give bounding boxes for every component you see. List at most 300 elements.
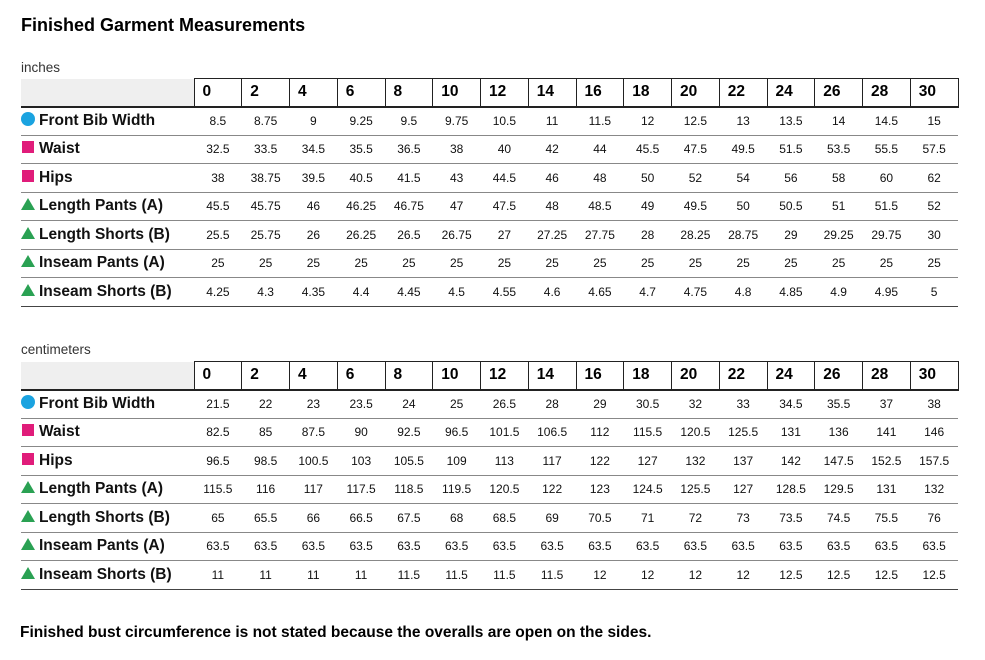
size-header-cell: 26 [815, 362, 863, 390]
value-cell: 4.75 [672, 278, 720, 307]
value-cell: 109 [433, 447, 481, 476]
value-cell: 115.5 [624, 418, 672, 447]
value-cell: 63.5 [576, 532, 624, 561]
value-cell: 63.5 [194, 532, 242, 561]
value-cell: 44 [576, 135, 624, 164]
value-cell: 55.5 [863, 135, 911, 164]
value-cell: 11 [290, 561, 338, 590]
value-cell: 66.5 [337, 504, 385, 533]
value-cell: 25.5 [194, 221, 242, 250]
value-cell: 32 [672, 390, 720, 419]
circle-marker-icon [21, 112, 35, 126]
value-cell: 38 [194, 164, 242, 193]
value-cell: 11.5 [576, 107, 624, 136]
value-cell: 50.5 [767, 192, 815, 221]
value-cell: 65 [194, 504, 242, 533]
value-cell: 52 [672, 164, 720, 193]
size-header-cell: 10 [433, 79, 481, 107]
header-corner-cell [21, 79, 194, 107]
value-cell: 56 [767, 164, 815, 193]
value-cell: 63.5 [433, 532, 481, 561]
value-cell: 12.5 [815, 561, 863, 590]
size-header-cell: 28 [863, 79, 911, 107]
value-cell: 63.5 [863, 532, 911, 561]
size-header-row [21, 362, 958, 390]
value-cell: 146 [910, 418, 958, 447]
value-cell: 123 [576, 475, 624, 504]
size-header-cell: 6 [337, 79, 385, 107]
value-cell: 27.25 [528, 221, 576, 250]
value-cell: 52 [910, 192, 958, 221]
table-row [21, 532, 958, 561]
value-cell: 4.3 [242, 278, 290, 307]
value-cell: 47.5 [481, 192, 529, 221]
size-header-cell: 20 [672, 362, 720, 390]
table-row [21, 447, 958, 476]
value-cell: 45.5 [624, 135, 672, 164]
value-cell: 63.5 [624, 532, 672, 561]
value-cell: 11.5 [433, 561, 481, 590]
value-cell: 112 [576, 418, 624, 447]
value-cell: 12.5 [910, 561, 958, 590]
value-cell: 68 [433, 504, 481, 533]
value-cell: 120.5 [481, 475, 529, 504]
value-cell: 57.5 [910, 135, 958, 164]
measurements-table-inches [21, 78, 959, 307]
value-cell: 39.5 [290, 164, 338, 193]
value-cell: 8.5 [194, 107, 242, 136]
value-cell: 9 [290, 107, 338, 136]
row-label: Hips [39, 168, 73, 186]
row-label-cell [21, 221, 194, 250]
value-cell: 48 [576, 164, 624, 193]
value-cell: 11 [194, 561, 242, 590]
value-cell: 29.25 [815, 221, 863, 250]
value-cell: 72 [672, 504, 720, 533]
circle-marker-icon [21, 395, 35, 409]
value-cell: 38 [433, 135, 481, 164]
value-cell: 122 [576, 447, 624, 476]
row-label-cell [21, 561, 194, 590]
value-cell: 12 [719, 561, 767, 590]
value-cell: 137 [719, 447, 767, 476]
size-header-cell: 16 [576, 362, 624, 390]
size-header-cell: 2 [242, 362, 290, 390]
value-cell: 9.25 [337, 107, 385, 136]
value-cell: 34.5 [290, 135, 338, 164]
value-cell: 50 [719, 192, 767, 221]
value-cell: 25 [433, 249, 481, 278]
value-cell: 46 [528, 164, 576, 193]
value-cell: 22 [242, 390, 290, 419]
unit-label-centimeters: centimeters [21, 342, 91, 357]
value-cell: 29.75 [863, 221, 911, 250]
value-cell: 106.5 [528, 418, 576, 447]
value-cell: 11.5 [385, 561, 433, 590]
value-cell: 4.7 [624, 278, 672, 307]
row-label: Waist [39, 140, 80, 158]
row-label-cell [21, 278, 194, 307]
size-header-cell: 24 [767, 362, 815, 390]
value-cell: 128.5 [767, 475, 815, 504]
row-label: Hips [39, 451, 73, 469]
value-cell: 48.5 [576, 192, 624, 221]
size-header-cell: 12 [481, 79, 529, 107]
value-cell: 51.5 [863, 192, 911, 221]
value-cell: 125.5 [672, 475, 720, 504]
value-cell: 47 [433, 192, 481, 221]
value-cell: 4.45 [385, 278, 433, 307]
row-label-cell [21, 390, 194, 419]
row-label: Waist [39, 423, 80, 441]
value-cell: 28.25 [672, 221, 720, 250]
value-cell: 50 [624, 164, 672, 193]
value-cell: 25.75 [242, 221, 290, 250]
square-marker-icon [22, 170, 34, 182]
value-cell: 28 [624, 221, 672, 250]
value-cell: 25 [910, 249, 958, 278]
table-row [21, 164, 958, 193]
row-label: Length Shorts (B) [39, 225, 170, 243]
table-row [21, 192, 958, 221]
value-cell: 38.75 [242, 164, 290, 193]
value-cell: 141 [863, 418, 911, 447]
value-cell: 66 [290, 504, 338, 533]
size-header-row [21, 79, 958, 107]
size-header-cell: 14 [528, 79, 576, 107]
value-cell: 26.5 [481, 390, 529, 419]
triangle-marker-icon [21, 227, 35, 239]
value-cell: 38 [910, 390, 958, 419]
square-marker-icon [22, 141, 34, 153]
value-cell: 49.5 [719, 135, 767, 164]
value-cell: 4.9 [815, 278, 863, 307]
table-row [21, 221, 958, 250]
table-row [21, 278, 958, 307]
value-cell: 4.65 [576, 278, 624, 307]
value-cell: 62 [910, 164, 958, 193]
size-header-cell: 0 [194, 79, 242, 107]
value-cell: 12 [576, 561, 624, 590]
value-cell: 30 [910, 221, 958, 250]
footnote: Finished bust circumference is not stated because the overalls are open on the sides. [20, 624, 652, 641]
value-cell: 92.5 [385, 418, 433, 447]
value-cell: 48 [528, 192, 576, 221]
value-cell: 73 [719, 504, 767, 533]
value-cell: 96.5 [433, 418, 481, 447]
value-cell: 12 [672, 561, 720, 590]
value-cell: 5 [910, 278, 958, 307]
value-cell: 41.5 [385, 164, 433, 193]
row-label: Inseam Pants (A) [39, 537, 165, 555]
value-cell: 25 [624, 249, 672, 278]
row-label: Length Pants (A) [39, 197, 163, 215]
value-cell: 129.5 [815, 475, 863, 504]
value-cell: 63.5 [385, 532, 433, 561]
table-row [21, 249, 958, 278]
value-cell: 98.5 [242, 447, 290, 476]
size-header-cell: 10 [433, 362, 481, 390]
value-cell: 4.4 [337, 278, 385, 307]
value-cell: 63.5 [481, 532, 529, 561]
size-header-cell: 22 [719, 362, 767, 390]
value-cell: 42 [528, 135, 576, 164]
measurements-table-centimeters [21, 361, 959, 590]
value-cell: 101.5 [481, 418, 529, 447]
value-cell: 45.75 [242, 192, 290, 221]
table-row [21, 418, 958, 447]
value-cell: 119.5 [433, 475, 481, 504]
value-cell: 63.5 [242, 532, 290, 561]
value-cell: 49 [624, 192, 672, 221]
value-cell: 124.5 [624, 475, 672, 504]
triangle-marker-icon [21, 284, 35, 296]
value-cell: 122 [528, 475, 576, 504]
value-cell: 76 [910, 504, 958, 533]
value-cell: 142 [767, 447, 815, 476]
value-cell: 71 [624, 504, 672, 533]
size-header-cell: 22 [719, 79, 767, 107]
row-label: Front Bib Width [39, 395, 156, 412]
value-cell: 11 [242, 561, 290, 590]
value-cell: 25 [719, 249, 767, 278]
size-header-cell: 16 [576, 79, 624, 107]
value-cell: 46.25 [337, 192, 385, 221]
value-cell: 100.5 [290, 447, 338, 476]
value-cell: 23.5 [337, 390, 385, 419]
value-cell: 120.5 [672, 418, 720, 447]
row-label-cell [21, 164, 194, 193]
value-cell: 87.5 [290, 418, 338, 447]
value-cell: 11 [337, 561, 385, 590]
size-header-cell: 8 [385, 362, 433, 390]
table-row [21, 475, 958, 504]
value-cell: 25 [433, 390, 481, 419]
value-cell: 4.25 [194, 278, 242, 307]
row-label-cell [21, 504, 194, 533]
table-row [21, 135, 958, 164]
row-label: Length Shorts (B) [39, 508, 170, 526]
value-cell: 117 [290, 475, 338, 504]
value-cell: 11.5 [481, 561, 529, 590]
value-cell: 40.5 [337, 164, 385, 193]
value-cell: 25 [815, 249, 863, 278]
size-header-cell: 4 [290, 362, 338, 390]
value-cell: 25 [481, 249, 529, 278]
row-label-cell [21, 418, 194, 447]
value-cell: 12 [624, 561, 672, 590]
value-cell: 51 [815, 192, 863, 221]
value-cell: 28.75 [719, 221, 767, 250]
value-cell: 4.55 [481, 278, 529, 307]
header-corner-cell [21, 362, 194, 390]
size-header-cell: 26 [815, 79, 863, 107]
value-cell: 117.5 [337, 475, 385, 504]
value-cell: 68.5 [481, 504, 529, 533]
value-cell: 103 [337, 447, 385, 476]
row-label: Inseam Pants (A) [39, 254, 165, 272]
value-cell: 117 [528, 447, 576, 476]
value-cell: 63.5 [337, 532, 385, 561]
size-header-cell: 6 [337, 362, 385, 390]
value-cell: 37 [863, 390, 911, 419]
value-cell: 4.8 [719, 278, 767, 307]
value-cell: 11.5 [528, 561, 576, 590]
size-header-cell: 2 [242, 79, 290, 107]
value-cell: 29 [576, 390, 624, 419]
row-label-cell [21, 107, 194, 136]
value-cell: 32.5 [194, 135, 242, 164]
value-cell: 63.5 [290, 532, 338, 561]
value-cell: 40 [481, 135, 529, 164]
value-cell: 12 [624, 107, 672, 136]
value-cell: 25 [242, 249, 290, 278]
value-cell: 54 [719, 164, 767, 193]
value-cell: 27.75 [576, 221, 624, 250]
value-cell: 26.5 [385, 221, 433, 250]
value-cell: 147.5 [815, 447, 863, 476]
triangle-marker-icon [21, 198, 35, 210]
value-cell: 33.5 [242, 135, 290, 164]
row-label: Inseam Shorts (B) [39, 282, 172, 300]
value-cell: 136 [815, 418, 863, 447]
triangle-marker-icon [21, 567, 35, 579]
value-cell: 82.5 [194, 418, 242, 447]
unit-label-inches: inches [21, 60, 61, 75]
value-cell: 63.5 [528, 532, 576, 561]
value-cell: 14 [815, 107, 863, 136]
row-label-cell [21, 249, 194, 278]
value-cell: 12.5 [672, 107, 720, 136]
value-cell: 46.75 [385, 192, 433, 221]
row-label-cell [21, 532, 194, 561]
square-marker-icon [22, 424, 34, 436]
value-cell: 25 [337, 249, 385, 278]
value-cell: 75.5 [863, 504, 911, 533]
size-header-cell: 0 [194, 362, 242, 390]
value-cell: 4.5 [433, 278, 481, 307]
row-label-cell [21, 447, 194, 476]
value-cell: 63.5 [672, 532, 720, 561]
value-cell: 85 [242, 418, 290, 447]
value-cell: 116 [242, 475, 290, 504]
value-cell: 65.5 [242, 504, 290, 533]
value-cell: 13 [719, 107, 767, 136]
value-cell: 25 [194, 249, 242, 278]
value-cell: 132 [910, 475, 958, 504]
table-row [21, 390, 958, 419]
value-cell: 115.5 [194, 475, 242, 504]
triangle-marker-icon [21, 538, 35, 550]
value-cell: 63.5 [767, 532, 815, 561]
value-cell: 96.5 [194, 447, 242, 476]
value-cell: 8.75 [242, 107, 290, 136]
table-row [21, 561, 958, 590]
value-cell: 15 [910, 107, 958, 136]
square-marker-icon [22, 453, 34, 465]
row-label: Front Bib Width [39, 112, 156, 129]
triangle-marker-icon [21, 510, 35, 522]
size-header-cell: 4 [290, 79, 338, 107]
value-cell: 113 [481, 447, 529, 476]
value-cell: 28 [528, 390, 576, 419]
value-cell: 105.5 [385, 447, 433, 476]
size-header-cell: 20 [672, 79, 720, 107]
value-cell: 25 [672, 249, 720, 278]
table-row [21, 107, 958, 136]
value-cell: 4.35 [290, 278, 338, 307]
value-cell: 63.5 [719, 532, 767, 561]
triangle-marker-icon [21, 481, 35, 493]
value-cell: 118.5 [385, 475, 433, 504]
value-cell: 9.5 [385, 107, 433, 136]
value-cell: 74.5 [815, 504, 863, 533]
value-cell: 34.5 [767, 390, 815, 419]
value-cell: 51.5 [767, 135, 815, 164]
value-cell: 63.5 [815, 532, 863, 561]
value-cell: 12.5 [863, 561, 911, 590]
value-cell: 4.85 [767, 278, 815, 307]
value-cell: 58 [815, 164, 863, 193]
value-cell: 14.5 [863, 107, 911, 136]
value-cell: 25 [290, 249, 338, 278]
table-row [21, 504, 958, 533]
value-cell: 25 [576, 249, 624, 278]
value-cell: 152.5 [863, 447, 911, 476]
value-cell: 29 [767, 221, 815, 250]
value-cell: 35.5 [337, 135, 385, 164]
value-cell: 43 [433, 164, 481, 193]
size-header-cell: 8 [385, 79, 433, 107]
value-cell: 26.75 [433, 221, 481, 250]
value-cell: 131 [767, 418, 815, 447]
row-label-cell [21, 475, 194, 504]
value-cell: 70.5 [576, 504, 624, 533]
value-cell: 10.5 [481, 107, 529, 136]
value-cell: 25 [767, 249, 815, 278]
value-cell: 30.5 [624, 390, 672, 419]
value-cell: 46 [290, 192, 338, 221]
value-cell: 25 [385, 249, 433, 278]
value-cell: 23 [290, 390, 338, 419]
value-cell: 67.5 [385, 504, 433, 533]
value-cell: 60 [863, 164, 911, 193]
size-header-cell: 30 [910, 362, 958, 390]
row-label-cell [21, 135, 194, 164]
size-header-cell: 18 [624, 79, 672, 107]
value-cell: 127 [719, 475, 767, 504]
size-header-cell: 12 [481, 362, 529, 390]
value-cell: 131 [863, 475, 911, 504]
value-cell: 73.5 [767, 504, 815, 533]
value-cell: 127 [624, 447, 672, 476]
value-cell: 9.75 [433, 107, 481, 136]
size-header-cell: 14 [528, 362, 576, 390]
value-cell: 33 [719, 390, 767, 419]
value-cell: 45.5 [194, 192, 242, 221]
value-cell: 157.5 [910, 447, 958, 476]
value-cell: 47.5 [672, 135, 720, 164]
value-cell: 44.5 [481, 164, 529, 193]
size-header-cell: 24 [767, 79, 815, 107]
value-cell: 90 [337, 418, 385, 447]
size-header-cell: 18 [624, 362, 672, 390]
value-cell: 25 [863, 249, 911, 278]
value-cell: 27 [481, 221, 529, 250]
value-cell: 35.5 [815, 390, 863, 419]
size-header-cell: 30 [910, 79, 958, 107]
value-cell: 12.5 [767, 561, 815, 590]
